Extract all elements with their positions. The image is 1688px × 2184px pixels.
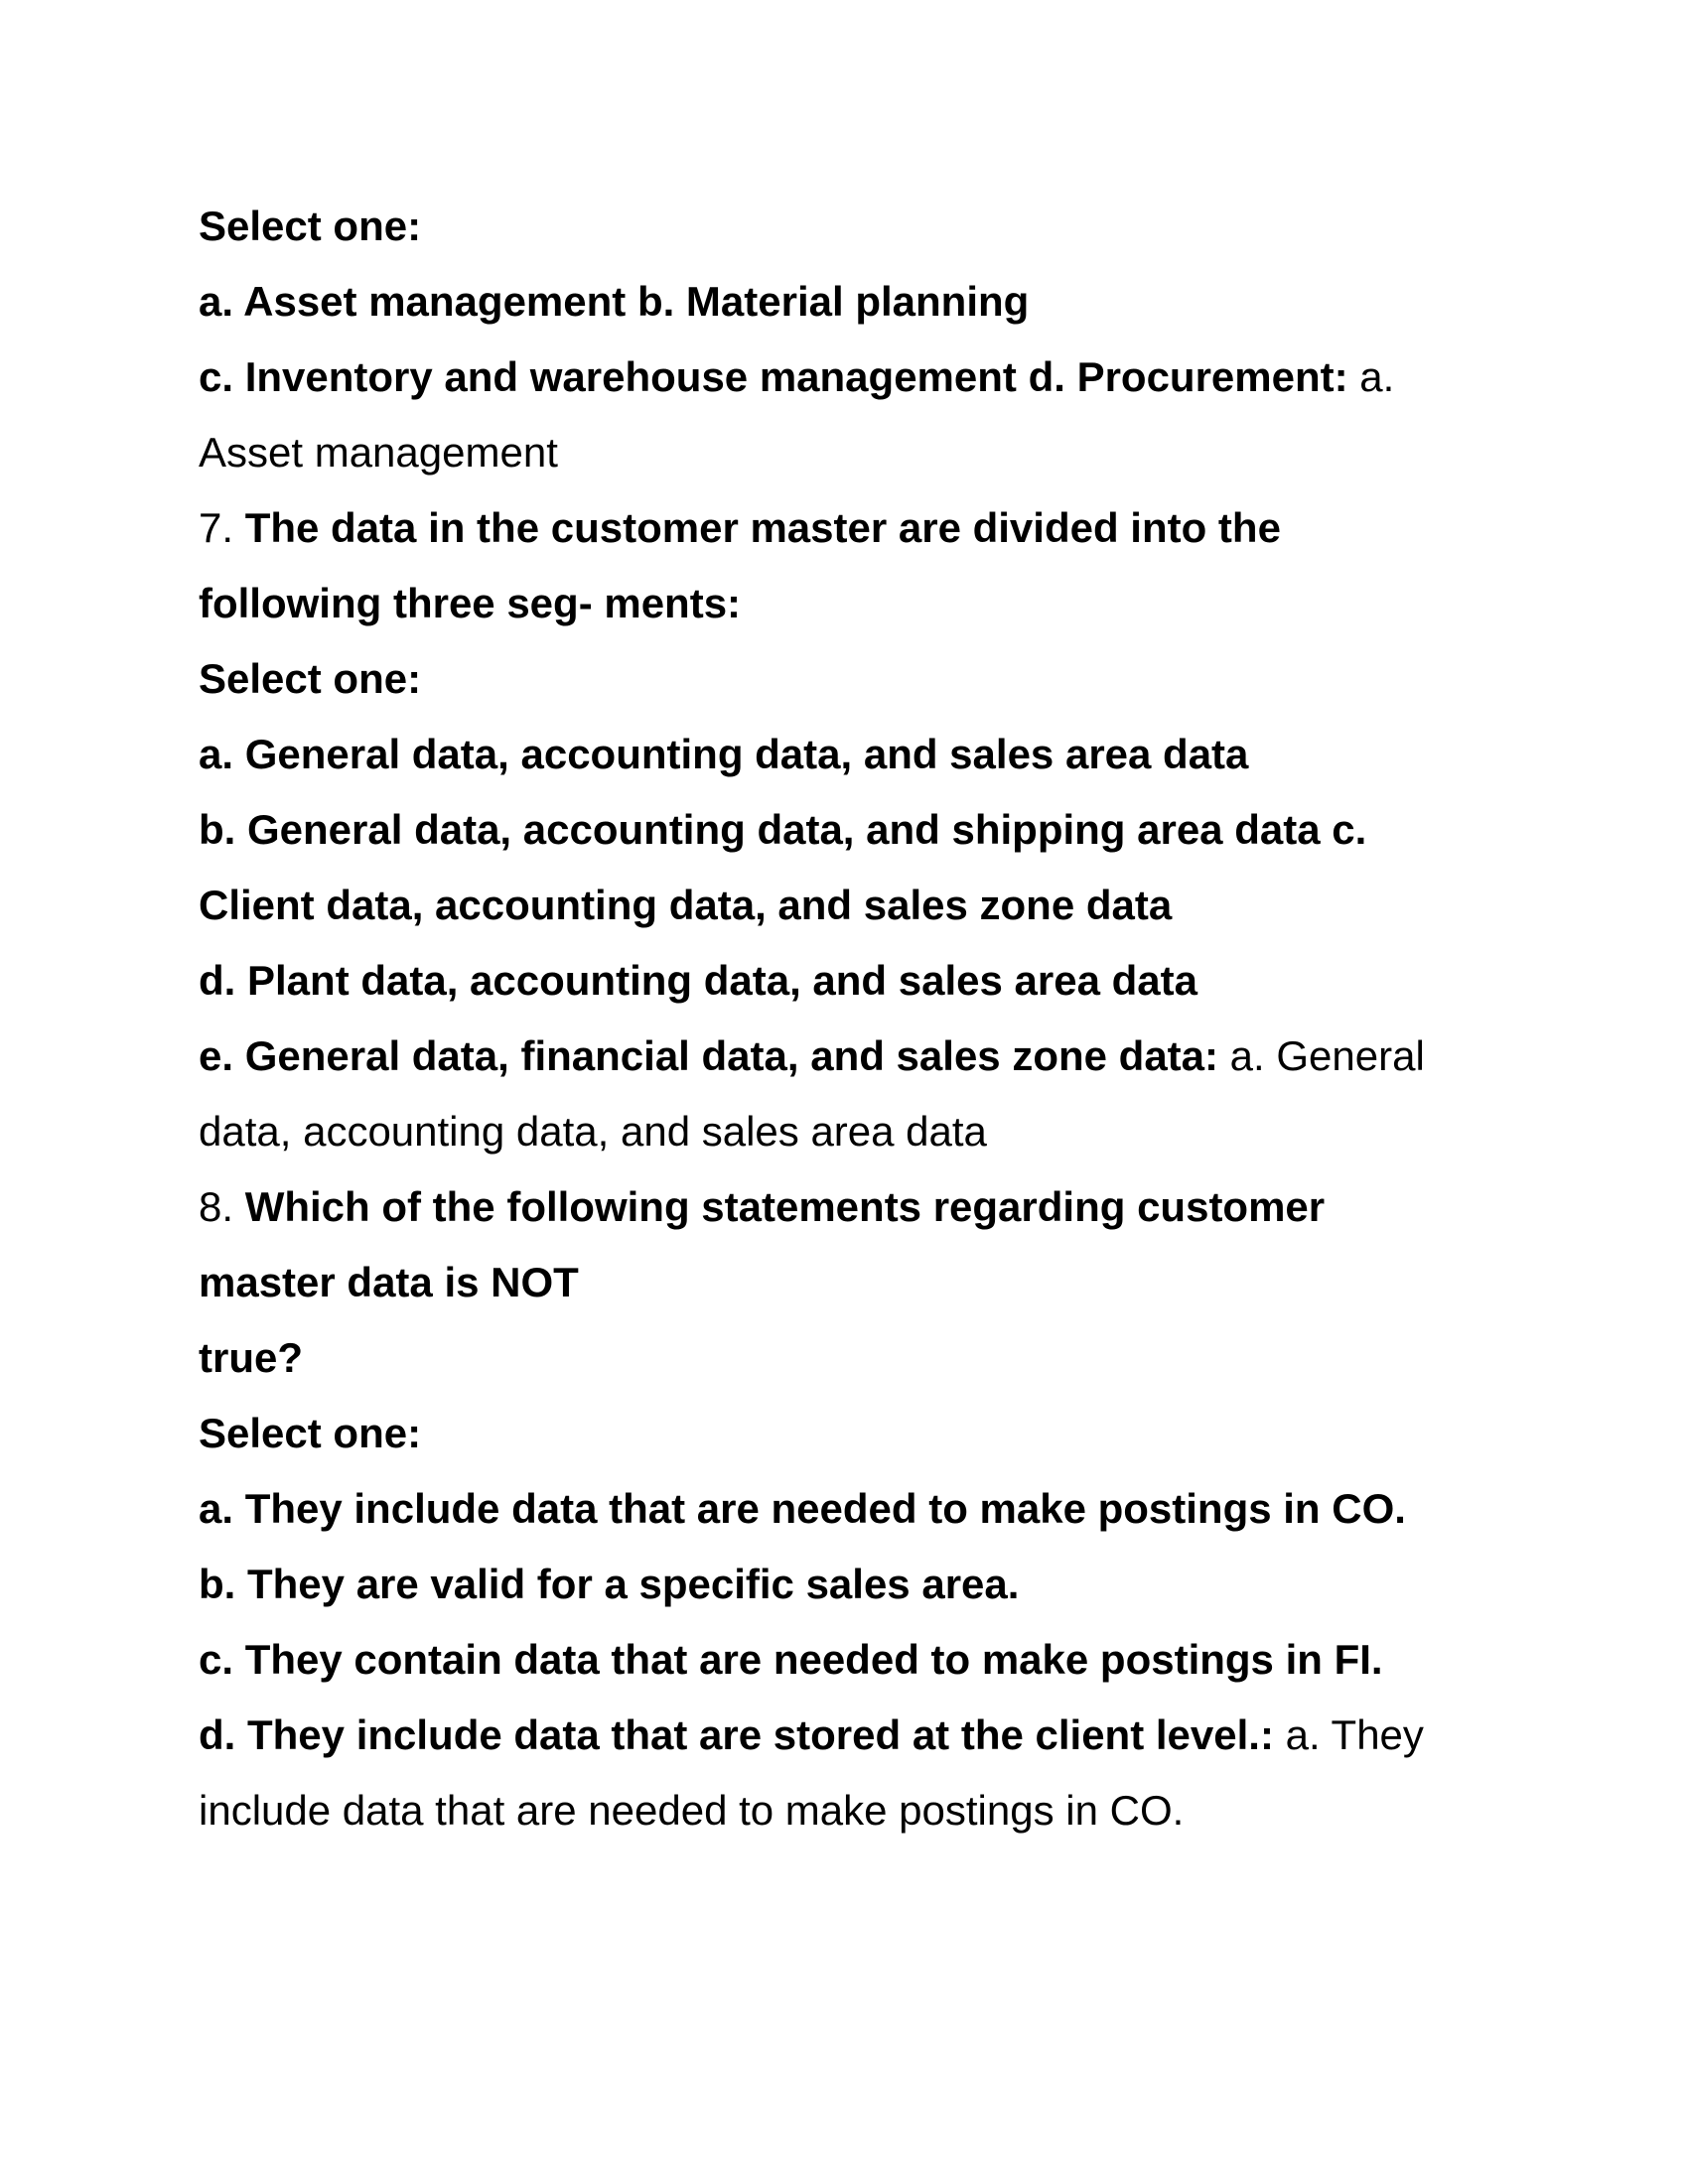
- question-8-option-c: c. They contain data that are needed to make postings in FI.: [199, 1636, 1383, 1683]
- text-line-20: [199, 1622, 1509, 1698]
- question-7-answer-end: data, accounting data, and sales area data: [199, 1108, 987, 1155]
- text-line-2: [199, 264, 1509, 340]
- text-line-19: [199, 1547, 1509, 1622]
- question-7-option-b: b. General data, accounting data, and shipping area data c.: [199, 806, 1367, 853]
- question-7-text: The data in the customer master are divided into the: [244, 504, 1281, 551]
- text-line-10: [199, 868, 1509, 943]
- question-7-prompt: Select one:: [199, 655, 422, 702]
- text-line-18: [199, 1471, 1509, 1547]
- question-7-option-d: d. Plant data, accounting data, and sales area data: [199, 957, 1197, 1004]
- text-line-22: [199, 1773, 1509, 1848]
- question-8-text: Which of the following statements regarding customer: [244, 1183, 1326, 1230]
- text-line-6: [199, 566, 1509, 641]
- text-line-15: [199, 1245, 1509, 1320]
- text-line-3: [199, 340, 1509, 415]
- text-line-4: [199, 415, 1509, 490]
- question-7-answer-start: a. General: [1218, 1032, 1425, 1079]
- question-8-option-a: a. They include data that are needed to make postings in CO.: [199, 1485, 1406, 1532]
- question-7-option-e: e. General data, financial data, and sales zone data:: [199, 1032, 1219, 1079]
- question-7-text-cont: following three seg- ments:: [199, 580, 742, 626]
- document-text: [199, 189, 1509, 1848]
- question-7-number: 7.: [199, 504, 245, 551]
- question-6-options-ab: a. Asset management b. Material planning: [199, 278, 1030, 325]
- text-line-14: [199, 1169, 1509, 1245]
- question-8-text-end: true?: [199, 1334, 303, 1381]
- text-line-21: [199, 1698, 1509, 1773]
- question-8-option-b: b. They are valid for a specific sales area.: [199, 1561, 1020, 1607]
- question-6-options-cd: c. Inventory and warehouse management d. Procurement:: [199, 353, 1348, 400]
- text-line-17: [199, 1396, 1509, 1471]
- text-line-1: [199, 189, 1509, 264]
- question-6-answer-start: a.: [1347, 353, 1395, 400]
- question-8-prompt: Select one:: [199, 1410, 422, 1456]
- question-6-prompt: Select one:: [199, 203, 422, 249]
- question-8-answer-end: include data that are needed to make postings in CO.: [199, 1787, 1185, 1834]
- question-8-text-cont: master data is NOT: [199, 1259, 579, 1305]
- text-line-13: [199, 1094, 1509, 1169]
- text-line-9: [199, 792, 1509, 868]
- question-6-answer-end: Asset management: [199, 429, 558, 476]
- question-8-number: 8.: [199, 1183, 245, 1230]
- question-7-option-c: Client data, accounting data, and sales zone data: [199, 882, 1173, 928]
- text-line-8: [199, 717, 1509, 792]
- text-line-11: [199, 943, 1509, 1019]
- question-8-option-d: d. They include data that are stored at the client level.:: [199, 1711, 1274, 1758]
- question-7-option-a: a. General data, accounting data, and sales area data: [199, 731, 1249, 777]
- question-8-answer-start: a. They: [1273, 1711, 1424, 1758]
- text-line-5: [199, 490, 1509, 566]
- text-line-16: [199, 1320, 1509, 1396]
- text-line-7: [199, 641, 1509, 717]
- text-line-12: [199, 1019, 1509, 1094]
